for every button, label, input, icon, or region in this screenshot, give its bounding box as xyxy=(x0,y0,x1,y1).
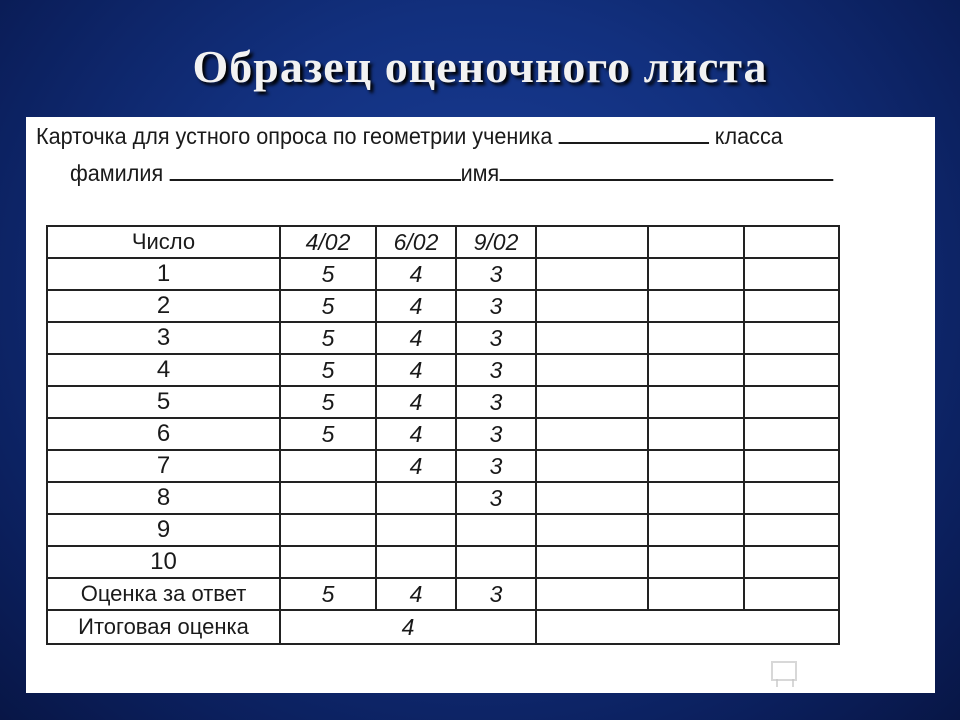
empty-cell xyxy=(744,354,839,386)
empty-cell xyxy=(744,578,839,610)
table-row xyxy=(47,514,839,546)
empty-cell xyxy=(536,322,648,354)
empty-cell xyxy=(536,482,648,514)
row-number: 3 xyxy=(47,322,280,354)
row-number: 2 xyxy=(47,290,280,322)
grade-cell: 3 xyxy=(456,386,536,418)
row-number: 5 xyxy=(47,386,280,418)
empty-cell xyxy=(744,514,839,546)
answer-grade: 5 xyxy=(280,578,376,610)
grades-table xyxy=(46,225,840,645)
grade-cell: 3 xyxy=(456,354,536,386)
empty-cell xyxy=(744,258,839,290)
table-row xyxy=(47,258,839,290)
empty-cell xyxy=(744,386,839,418)
table-row xyxy=(47,482,839,514)
empty-date-cell xyxy=(648,226,744,258)
empty-cell xyxy=(648,578,744,610)
grade-cell: 3 xyxy=(456,322,536,354)
row-number: 9 xyxy=(47,514,280,546)
table-row xyxy=(47,386,839,418)
assessment-sheet xyxy=(26,117,935,693)
empty-cell xyxy=(648,482,744,514)
answer-row xyxy=(47,578,839,610)
empty-cell xyxy=(648,354,744,386)
grade-cell xyxy=(376,514,456,546)
slide-title: Образец оценочного листа xyxy=(192,41,768,92)
empty-date-cell xyxy=(536,226,648,258)
grade-cell: 5 xyxy=(280,354,376,386)
empty-cell xyxy=(744,290,839,322)
card-header-line2 xyxy=(70,160,833,187)
answer-grade: 3 xyxy=(456,578,536,610)
empty-date-cell xyxy=(744,226,839,258)
empty-cell xyxy=(536,258,648,290)
presentation-icon xyxy=(768,657,798,687)
empty-cell xyxy=(744,546,839,578)
card-header-line1 xyxy=(36,123,783,150)
date-header: 4/02 xyxy=(280,226,376,258)
empty-cell xyxy=(648,322,744,354)
name-blank xyxy=(499,161,833,181)
row-number: 7 xyxy=(47,450,280,482)
grade-cell: 4 xyxy=(376,418,456,450)
empty-final-cell xyxy=(536,610,839,644)
card-title: Карточка для устного опроса по геометрии ученика xyxy=(36,123,553,149)
grade-cell xyxy=(280,514,376,546)
empty-cell xyxy=(536,418,648,450)
empty-cell xyxy=(536,290,648,322)
answer-grade: 4 xyxy=(376,578,456,610)
surname-label: фамилия xyxy=(70,160,164,186)
header-label: Число xyxy=(47,226,280,258)
row-number: 10 xyxy=(47,546,280,578)
watermark xyxy=(768,656,896,688)
row-number: 4 xyxy=(47,354,280,386)
empty-cell xyxy=(536,514,648,546)
grade-cell: 4 xyxy=(376,354,456,386)
final-grade: 4 xyxy=(280,610,536,644)
header-row xyxy=(47,226,839,258)
table-row xyxy=(47,354,839,386)
empty-cell xyxy=(536,386,648,418)
date-header: 9/02 xyxy=(456,226,536,258)
grade-cell xyxy=(456,514,536,546)
student-blank xyxy=(558,124,708,144)
grade-cell: 3 xyxy=(456,258,536,290)
watermark-text: Shared xyxy=(806,656,897,687)
row-number: 1 xyxy=(47,258,280,290)
class-label: класса xyxy=(714,123,783,149)
name-label: имя xyxy=(460,160,500,186)
row-number: 6 xyxy=(47,418,280,450)
final-row xyxy=(47,610,839,644)
grade-cell: 5 xyxy=(280,322,376,354)
grade-cell: 5 xyxy=(280,418,376,450)
table-row xyxy=(47,290,839,322)
grade-cell: 3 xyxy=(456,450,536,482)
empty-cell xyxy=(536,546,648,578)
grade-cell: 5 xyxy=(280,258,376,290)
answer-label: Оценка за ответ xyxy=(47,578,280,610)
empty-cell xyxy=(648,514,744,546)
table-row xyxy=(47,322,839,354)
grade-cell: 5 xyxy=(280,290,376,322)
final-label: Итоговая оценка xyxy=(47,610,280,644)
grade-cell: 4 xyxy=(376,322,456,354)
empty-cell xyxy=(648,418,744,450)
empty-cell xyxy=(744,418,839,450)
grade-cell: 4 xyxy=(376,450,456,482)
empty-cell xyxy=(536,354,648,386)
empty-cell xyxy=(744,450,839,482)
empty-cell xyxy=(744,322,839,354)
table-row xyxy=(47,546,839,578)
empty-cell xyxy=(536,450,648,482)
grade-cell: 3 xyxy=(456,482,536,514)
surname-blank xyxy=(169,161,460,181)
grade-cell xyxy=(280,482,376,514)
empty-cell xyxy=(744,482,839,514)
grade-cell xyxy=(456,546,536,578)
grade-cell: 5 xyxy=(280,386,376,418)
grade-cell: 4 xyxy=(376,290,456,322)
grade-cell: 3 xyxy=(456,290,536,322)
table-row xyxy=(47,418,839,450)
grade-cell xyxy=(280,546,376,578)
empty-cell xyxy=(648,546,744,578)
table-row xyxy=(47,450,839,482)
grade-cell: 4 xyxy=(376,386,456,418)
grade-cell: 4 xyxy=(376,258,456,290)
empty-cell xyxy=(648,290,744,322)
empty-cell xyxy=(536,578,648,610)
grade-cell: 3 xyxy=(456,418,536,450)
empty-cell xyxy=(648,258,744,290)
grade-cell xyxy=(376,546,456,578)
empty-cell xyxy=(648,386,744,418)
grade-cell xyxy=(280,450,376,482)
date-header: 6/02 xyxy=(376,226,456,258)
grade-cell xyxy=(376,482,456,514)
empty-cell xyxy=(648,450,744,482)
row-number: 8 xyxy=(47,482,280,514)
